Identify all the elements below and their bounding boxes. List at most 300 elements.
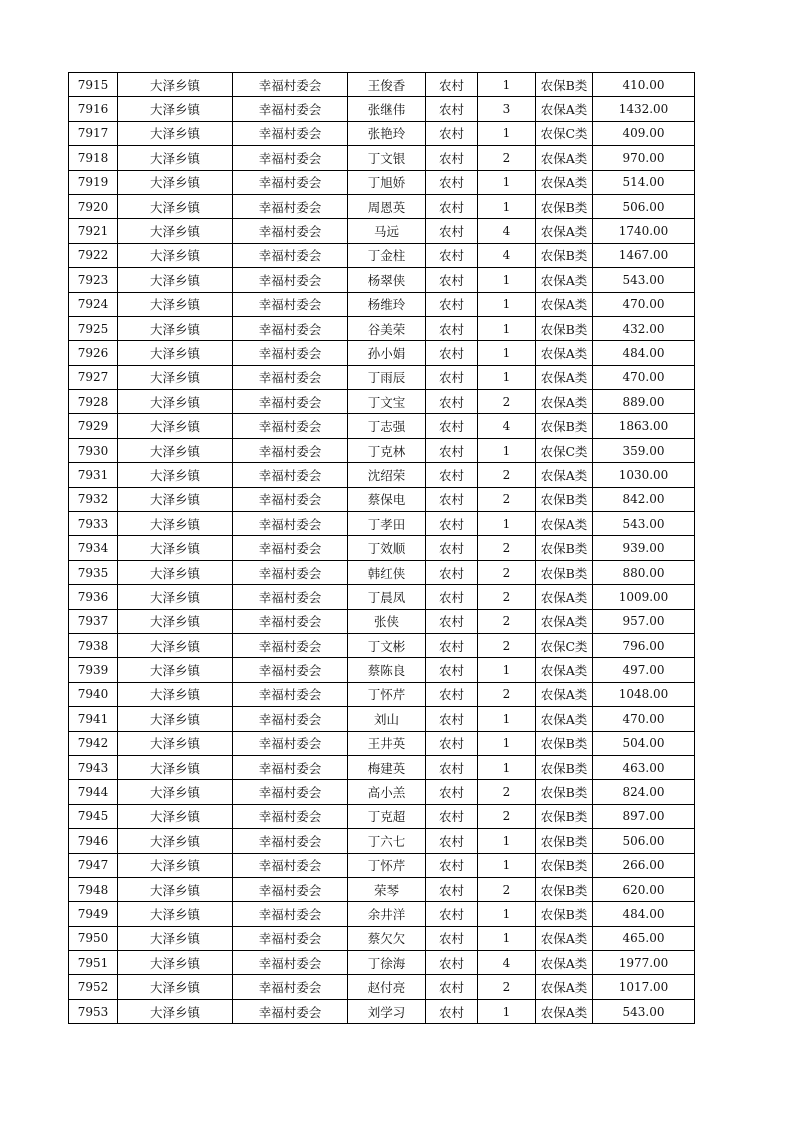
cell-insurance-category: 农保B类 [536, 414, 593, 438]
cell-insurance-category: 农保B类 [536, 194, 593, 218]
cell-village-committee: 幸福村委会 [233, 73, 348, 97]
cell-household-type: 农村 [426, 97, 478, 121]
cell-household-size: 2 [478, 877, 536, 901]
cell-household-size: 2 [478, 609, 536, 633]
cell-serial-number: 7943 [69, 755, 118, 779]
cell-township: 大泽乡镇 [118, 975, 233, 999]
table-row [69, 536, 695, 560]
cell-insurance-category: 农保B类 [536, 560, 593, 584]
cell-name: 梅建英 [348, 755, 426, 779]
cell-insurance-category: 农保B类 [536, 780, 593, 804]
subsidy-table [68, 72, 695, 1024]
cell-household-size: 2 [478, 536, 536, 560]
cell-serial-number: 7942 [69, 731, 118, 755]
table-row [69, 341, 695, 365]
cell-amount: 880.00 [593, 560, 695, 584]
cell-township: 大泽乡镇 [118, 414, 233, 438]
table-row [69, 951, 695, 975]
cell-household-size: 4 [478, 414, 536, 438]
cell-serial-number: 7931 [69, 463, 118, 487]
cell-serial-number: 7924 [69, 292, 118, 316]
table-row [69, 999, 695, 1023]
cell-insurance-category: 农保A类 [536, 219, 593, 243]
cell-village-committee: 幸福村委会 [233, 902, 348, 926]
cell-household-size: 2 [478, 560, 536, 584]
cell-village-committee: 幸福村委会 [233, 390, 348, 414]
cell-village-committee: 幸福村委会 [233, 877, 348, 901]
cell-serial-number: 7932 [69, 487, 118, 511]
cell-household-type: 农村 [426, 170, 478, 194]
cell-amount: 1009.00 [593, 585, 695, 609]
cell-household-type: 农村 [426, 219, 478, 243]
cell-household-type: 农村 [426, 268, 478, 292]
cell-name: 周恩英 [348, 194, 426, 218]
cell-amount: 889.00 [593, 390, 695, 414]
cell-amount: 1467.00 [593, 243, 695, 267]
cell-name: 刘学习 [348, 999, 426, 1023]
cell-amount: 432.00 [593, 316, 695, 340]
cell-household-type: 农村 [426, 536, 478, 560]
cell-village-committee: 幸福村委会 [233, 316, 348, 340]
cell-township: 大泽乡镇 [118, 146, 233, 170]
cell-amount: 897.00 [593, 804, 695, 828]
cell-amount: 1863.00 [593, 414, 695, 438]
cell-household-size: 1 [478, 268, 536, 292]
cell-name: 丁文彬 [348, 633, 426, 657]
cell-serial-number: 7952 [69, 975, 118, 999]
cell-amount: 796.00 [593, 633, 695, 657]
cell-amount: 506.00 [593, 829, 695, 853]
cell-serial-number: 7941 [69, 707, 118, 731]
cell-amount: 1048.00 [593, 682, 695, 706]
cell-village-committee: 幸福村委会 [233, 707, 348, 731]
cell-household-type: 农村 [426, 658, 478, 682]
cell-township: 大泽乡镇 [118, 365, 233, 389]
cell-household-size: 1 [478, 926, 536, 950]
cell-amount: 470.00 [593, 365, 695, 389]
cell-insurance-category: 农保B类 [536, 804, 593, 828]
cell-insurance-category: 农保B类 [536, 316, 593, 340]
cell-household-type: 农村 [426, 975, 478, 999]
cell-household-type: 农村 [426, 146, 478, 170]
cell-name: 张艳玲 [348, 121, 426, 145]
cell-household-size: 1 [478, 194, 536, 218]
cell-serial-number: 7949 [69, 902, 118, 926]
cell-name: 赵付亮 [348, 975, 426, 999]
cell-serial-number: 7920 [69, 194, 118, 218]
cell-name: 张继伟 [348, 97, 426, 121]
table-row [69, 268, 695, 292]
cell-household-type: 农村 [426, 902, 478, 926]
cell-serial-number: 7929 [69, 414, 118, 438]
cell-household-size: 2 [478, 585, 536, 609]
cell-household-type: 农村 [426, 585, 478, 609]
cell-township: 大泽乡镇 [118, 999, 233, 1023]
table-row [69, 902, 695, 926]
cell-household-size: 1 [478, 999, 536, 1023]
cell-village-committee: 幸福村委会 [233, 268, 348, 292]
cell-village-committee: 幸福村委会 [233, 853, 348, 877]
cell-village-committee: 幸福村委会 [233, 999, 348, 1023]
cell-serial-number: 7939 [69, 658, 118, 682]
cell-household-size: 1 [478, 316, 536, 340]
cell-household-type: 农村 [426, 633, 478, 657]
cell-amount: 1432.00 [593, 97, 695, 121]
cell-village-committee: 幸福村委会 [233, 292, 348, 316]
cell-name: 杨翠侠 [348, 268, 426, 292]
table-row [69, 707, 695, 731]
cell-township: 大泽乡镇 [118, 219, 233, 243]
cell-household-type: 农村 [426, 341, 478, 365]
cell-village-committee: 幸福村委会 [233, 926, 348, 950]
cell-name: 王俊香 [348, 73, 426, 97]
cell-village-committee: 幸福村委会 [233, 951, 348, 975]
cell-household-size: 4 [478, 219, 536, 243]
cell-household-type: 农村 [426, 560, 478, 584]
cell-household-type: 农村 [426, 682, 478, 706]
cell-household-size: 1 [478, 292, 536, 316]
cell-serial-number: 7919 [69, 170, 118, 194]
cell-name: 丁克林 [348, 438, 426, 462]
cell-township: 大泽乡镇 [118, 585, 233, 609]
cell-serial-number: 7916 [69, 97, 118, 121]
cell-household-size: 1 [478, 731, 536, 755]
table-row [69, 658, 695, 682]
table-row [69, 877, 695, 901]
cell-amount: 470.00 [593, 292, 695, 316]
cell-insurance-category: 农保B类 [536, 902, 593, 926]
cell-serial-number: 7951 [69, 951, 118, 975]
cell-household-size: 4 [478, 243, 536, 267]
cell-household-type: 农村 [426, 390, 478, 414]
cell-insurance-category: 农保C类 [536, 633, 593, 657]
cell-amount: 1977.00 [593, 951, 695, 975]
cell-insurance-category: 农保A类 [536, 292, 593, 316]
cell-amount: 463.00 [593, 755, 695, 779]
cell-township: 大泽乡镇 [118, 804, 233, 828]
cell-village-committee: 幸福村委会 [233, 658, 348, 682]
table-row [69, 926, 695, 950]
cell-serial-number: 7940 [69, 682, 118, 706]
cell-name: 丁旭娇 [348, 170, 426, 194]
cell-insurance-category: 农保A类 [536, 609, 593, 633]
cell-serial-number: 7947 [69, 853, 118, 877]
cell-township: 大泽乡镇 [118, 560, 233, 584]
table-row [69, 243, 695, 267]
cell-household-type: 农村 [426, 487, 478, 511]
cell-township: 大泽乡镇 [118, 512, 233, 536]
cell-name: 丁雨辰 [348, 365, 426, 389]
cell-township: 大泽乡镇 [118, 316, 233, 340]
cell-amount: 1017.00 [593, 975, 695, 999]
cell-name: 丁金柱 [348, 243, 426, 267]
cell-serial-number: 7926 [69, 341, 118, 365]
cell-serial-number: 7918 [69, 146, 118, 170]
cell-insurance-category: 农保A类 [536, 585, 593, 609]
cell-household-size: 2 [478, 146, 536, 170]
cell-insurance-category: 农保A类 [536, 341, 593, 365]
cell-household-size: 1 [478, 755, 536, 779]
cell-household-type: 农村 [426, 243, 478, 267]
cell-township: 大泽乡镇 [118, 780, 233, 804]
cell-village-committee: 幸福村委会 [233, 146, 348, 170]
cell-village-committee: 幸福村委会 [233, 365, 348, 389]
cell-household-size: 1 [478, 658, 536, 682]
cell-village-committee: 幸福村委会 [233, 170, 348, 194]
cell-village-committee: 幸福村委会 [233, 463, 348, 487]
cell-household-size: 1 [478, 438, 536, 462]
cell-household-size: 2 [478, 682, 536, 706]
cell-serial-number: 7922 [69, 243, 118, 267]
table-body [69, 73, 695, 1024]
cell-household-size: 2 [478, 390, 536, 414]
table-row [69, 194, 695, 218]
cell-village-committee: 幸福村委会 [233, 560, 348, 584]
cell-household-type: 农村 [426, 780, 478, 804]
cell-amount: 543.00 [593, 999, 695, 1023]
cell-household-type: 农村 [426, 853, 478, 877]
cell-insurance-category: 农保A类 [536, 268, 593, 292]
cell-serial-number: 7921 [69, 219, 118, 243]
cell-household-type: 农村 [426, 755, 478, 779]
cell-household-size: 2 [478, 487, 536, 511]
cell-name: 蔡欠欠 [348, 926, 426, 950]
cell-household-size: 1 [478, 707, 536, 731]
cell-amount: 504.00 [593, 731, 695, 755]
cell-amount: 514.00 [593, 170, 695, 194]
cell-village-committee: 幸福村委会 [233, 487, 348, 511]
cell-insurance-category: 农保A类 [536, 463, 593, 487]
cell-village-committee: 幸福村委会 [233, 975, 348, 999]
table-row [69, 438, 695, 462]
cell-insurance-category: 农保A类 [536, 658, 593, 682]
cell-serial-number: 7934 [69, 536, 118, 560]
cell-household-size: 4 [478, 951, 536, 975]
table-row [69, 755, 695, 779]
cell-village-committee: 幸福村委会 [233, 731, 348, 755]
table-row [69, 390, 695, 414]
table-row [69, 585, 695, 609]
cell-amount: 970.00 [593, 146, 695, 170]
cell-amount: 484.00 [593, 341, 695, 365]
cell-name: 蔡保电 [348, 487, 426, 511]
table-row [69, 804, 695, 828]
cell-insurance-category: 农保A类 [536, 951, 593, 975]
cell-serial-number: 7944 [69, 780, 118, 804]
cell-insurance-category: 农保A类 [536, 365, 593, 389]
cell-township: 大泽乡镇 [118, 633, 233, 657]
cell-amount: 465.00 [593, 926, 695, 950]
table-row [69, 463, 695, 487]
cell-amount: 266.00 [593, 853, 695, 877]
cell-insurance-category: 农保B类 [536, 243, 593, 267]
table-row [69, 365, 695, 389]
cell-household-size: 3 [478, 97, 536, 121]
cell-serial-number: 7948 [69, 877, 118, 901]
cell-township: 大泽乡镇 [118, 926, 233, 950]
cell-household-size: 1 [478, 829, 536, 853]
cell-village-committee: 幸福村委会 [233, 121, 348, 145]
cell-name: 谷美荣 [348, 316, 426, 340]
cell-insurance-category: 农保A类 [536, 999, 593, 1023]
table-row [69, 414, 695, 438]
cell-township: 大泽乡镇 [118, 877, 233, 901]
cell-household-size: 2 [478, 780, 536, 804]
cell-household-size: 2 [478, 804, 536, 828]
cell-name: 丁克超 [348, 804, 426, 828]
cell-village-committee: 幸福村委会 [233, 609, 348, 633]
cell-village-committee: 幸福村委会 [233, 341, 348, 365]
cell-household-type: 农村 [426, 316, 478, 340]
table-row [69, 731, 695, 755]
cell-amount: 824.00 [593, 780, 695, 804]
cell-household-size: 1 [478, 365, 536, 389]
cell-township: 大泽乡镇 [118, 341, 233, 365]
cell-village-committee: 幸福村委会 [233, 755, 348, 779]
cell-household-type: 农村 [426, 414, 478, 438]
cell-serial-number: 7946 [69, 829, 118, 853]
cell-amount: 506.00 [593, 194, 695, 218]
cell-household-type: 农村 [426, 731, 478, 755]
cell-insurance-category: 农保A类 [536, 97, 593, 121]
cell-household-size: 1 [478, 73, 536, 97]
cell-insurance-category: 农保A类 [536, 146, 593, 170]
cell-township: 大泽乡镇 [118, 487, 233, 511]
cell-village-committee: 幸福村委会 [233, 804, 348, 828]
cell-household-type: 农村 [426, 609, 478, 633]
cell-serial-number: 7935 [69, 560, 118, 584]
cell-household-type: 农村 [426, 999, 478, 1023]
cell-village-committee: 幸福村委会 [233, 438, 348, 462]
cell-amount: 470.00 [593, 707, 695, 731]
cell-insurance-category: 农保B类 [536, 487, 593, 511]
cell-serial-number: 7923 [69, 268, 118, 292]
cell-insurance-category: 农保B类 [536, 877, 593, 901]
table-row [69, 170, 695, 194]
cell-serial-number: 7933 [69, 512, 118, 536]
cell-serial-number: 7950 [69, 926, 118, 950]
cell-household-type: 农村 [426, 707, 478, 731]
cell-serial-number: 7917 [69, 121, 118, 145]
cell-name: 丁六七 [348, 829, 426, 853]
cell-village-committee: 幸福村委会 [233, 414, 348, 438]
cell-name: 丁怀芹 [348, 682, 426, 706]
cell-serial-number: 7915 [69, 73, 118, 97]
cell-name: 丁孝田 [348, 512, 426, 536]
cell-name: 丁晨凤 [348, 585, 426, 609]
cell-insurance-category: 农保B类 [536, 73, 593, 97]
cell-household-type: 农村 [426, 804, 478, 828]
cell-amount: 410.00 [593, 73, 695, 97]
cell-name: 丁怀芹 [348, 853, 426, 877]
table-row [69, 512, 695, 536]
cell-serial-number: 7953 [69, 999, 118, 1023]
cell-insurance-category: 农保B类 [536, 536, 593, 560]
cell-village-committee: 幸福村委会 [233, 682, 348, 706]
cell-township: 大泽乡镇 [118, 194, 233, 218]
table-row [69, 975, 695, 999]
cell-township: 大泽乡镇 [118, 609, 233, 633]
table-row [69, 292, 695, 316]
cell-township: 大泽乡镇 [118, 268, 233, 292]
cell-township: 大泽乡镇 [118, 829, 233, 853]
cell-household-size: 2 [478, 975, 536, 999]
table-row [69, 121, 695, 145]
cell-township: 大泽乡镇 [118, 170, 233, 194]
table-row [69, 146, 695, 170]
table-row [69, 73, 695, 97]
cell-township: 大泽乡镇 [118, 658, 233, 682]
cell-name: 荣琴 [348, 877, 426, 901]
table-row [69, 829, 695, 853]
cell-township: 大泽乡镇 [118, 73, 233, 97]
cell-township: 大泽乡镇 [118, 292, 233, 316]
cell-name: 韩红侠 [348, 560, 426, 584]
cell-serial-number: 7930 [69, 438, 118, 462]
cell-serial-number: 7945 [69, 804, 118, 828]
cell-village-committee: 幸福村委会 [233, 97, 348, 121]
table-row [69, 316, 695, 340]
cell-household-type: 农村 [426, 194, 478, 218]
cell-household-size: 1 [478, 853, 536, 877]
cell-name: 孙小娟 [348, 341, 426, 365]
cell-insurance-category: 农保A类 [536, 682, 593, 706]
cell-name: 丁效顺 [348, 536, 426, 560]
cell-household-type: 农村 [426, 926, 478, 950]
cell-household-size: 2 [478, 463, 536, 487]
cell-village-committee: 幸福村委会 [233, 536, 348, 560]
cell-township: 大泽乡镇 [118, 121, 233, 145]
cell-name: 蔡陈良 [348, 658, 426, 682]
cell-household-size: 1 [478, 902, 536, 926]
cell-insurance-category: 农保B类 [536, 731, 593, 755]
table-row [69, 853, 695, 877]
table-row [69, 682, 695, 706]
cell-name: 王井英 [348, 731, 426, 755]
cell-township: 大泽乡镇 [118, 97, 233, 121]
cell-village-committee: 幸福村委会 [233, 512, 348, 536]
cell-name: 丁志强 [348, 414, 426, 438]
cell-name: 余井洋 [348, 902, 426, 926]
cell-household-type: 农村 [426, 438, 478, 462]
cell-village-committee: 幸福村委会 [233, 219, 348, 243]
table-row [69, 780, 695, 804]
cell-village-committee: 幸福村委会 [233, 243, 348, 267]
cell-household-type: 农村 [426, 877, 478, 901]
cell-name: 张侠 [348, 609, 426, 633]
cell-household-size: 1 [478, 170, 536, 194]
cell-insurance-category: 农保A类 [536, 512, 593, 536]
cell-insurance-category: 农保B类 [536, 829, 593, 853]
cell-name: 丁文宝 [348, 390, 426, 414]
cell-amount: 939.00 [593, 536, 695, 560]
cell-township: 大泽乡镇 [118, 731, 233, 755]
cell-amount: 1030.00 [593, 463, 695, 487]
cell-amount: 957.00 [593, 609, 695, 633]
cell-township: 大泽乡镇 [118, 902, 233, 926]
cell-household-type: 农村 [426, 365, 478, 389]
cell-insurance-category: 农保A类 [536, 170, 593, 194]
cell-amount: 359.00 [593, 438, 695, 462]
cell-name: 沈绍荣 [348, 463, 426, 487]
cell-amount: 409.00 [593, 121, 695, 145]
cell-household-type: 农村 [426, 121, 478, 145]
cell-insurance-category: 农保B类 [536, 755, 593, 779]
cell-township: 大泽乡镇 [118, 438, 233, 462]
cell-amount: 497.00 [593, 658, 695, 682]
cell-township: 大泽乡镇 [118, 390, 233, 414]
table-row [69, 97, 695, 121]
